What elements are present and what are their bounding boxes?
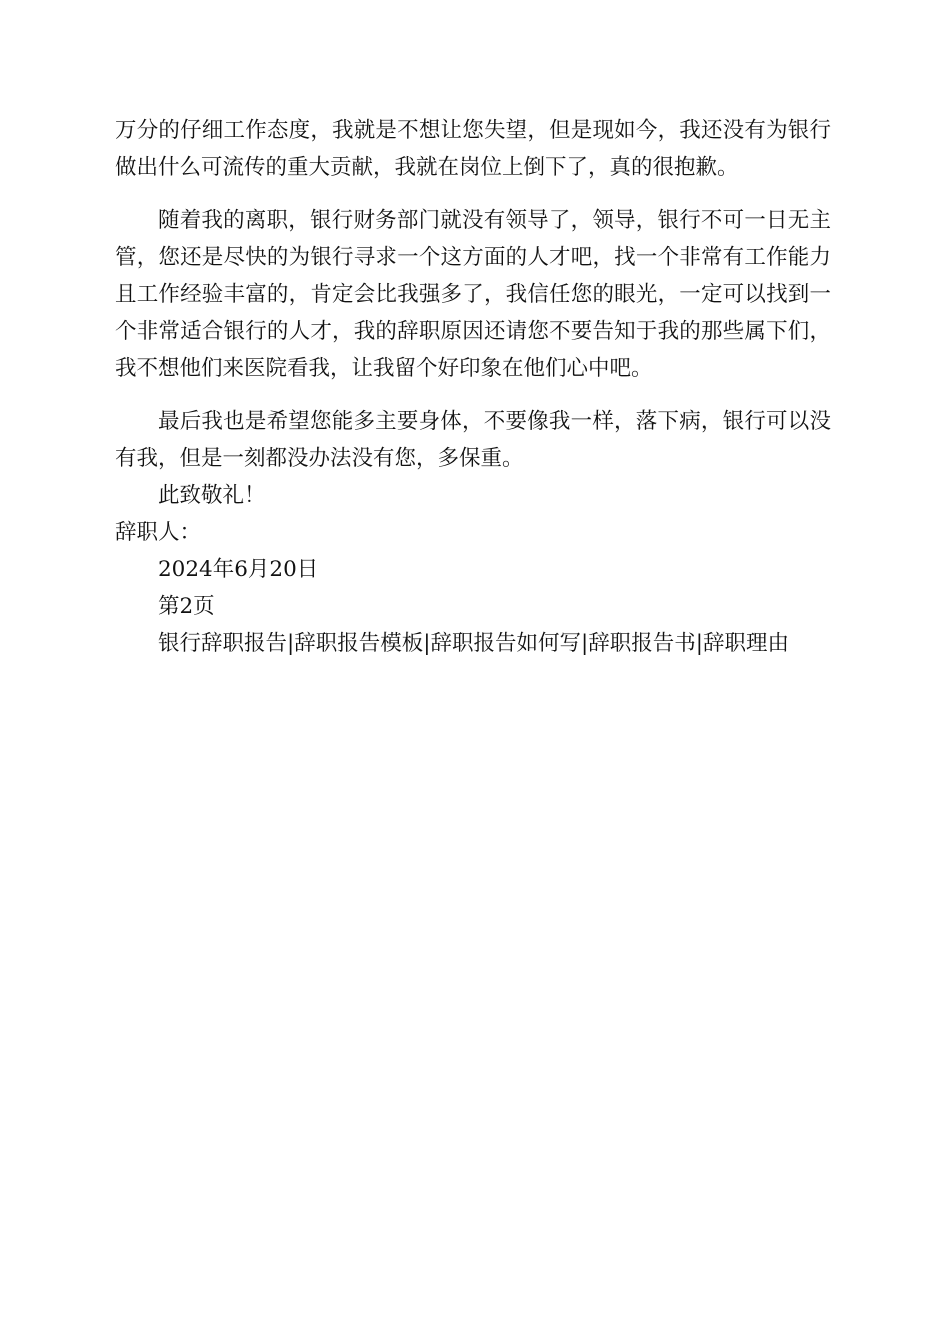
- related-tags: 银行辞职报告|辞职报告模板|辞职报告如何写|辞职报告书|辞职理由: [158, 631, 789, 656]
- document-page: [115, 112, 831, 662]
- paragraph-continuation: 万分的仔细工作态度，我就是不想让您失望，但是现如今，我还没有为银行做出什么可流传的重大贡献，我就在岗位上倒下了，真的很抱歉。: [115, 118, 831, 180]
- page-number: 第2页: [158, 594, 215, 619]
- paragraph-farewell: 最后我也是希望您能多主要身体，不要像我一样，落下病，银行可以没有我，但是一刻都没办法没有您，多保重。: [115, 409, 831, 471]
- signature-label: 辞职人：: [115, 520, 202, 545]
- closing-salutation: 此致敬礼！: [158, 483, 266, 508]
- date-line: 2024年6月20日: [158, 557, 319, 582]
- paragraph-successor: 随着我的离职，银行财务部门就没有领导了，领导，银行不可一日无主管，您还是尽快的为银行寻求一个这方面的人才吧，找一个非常有工作能力且工作经验丰富的，肯定会比我强多了，我信任您的眼光，一定可以找到一个非常适合银行的人才，我的辞职原因还请您不要告知于我的那些属下们，我不想他们来医院看我，让我留个好印象在他们心中吧。: [115, 208, 831, 381]
